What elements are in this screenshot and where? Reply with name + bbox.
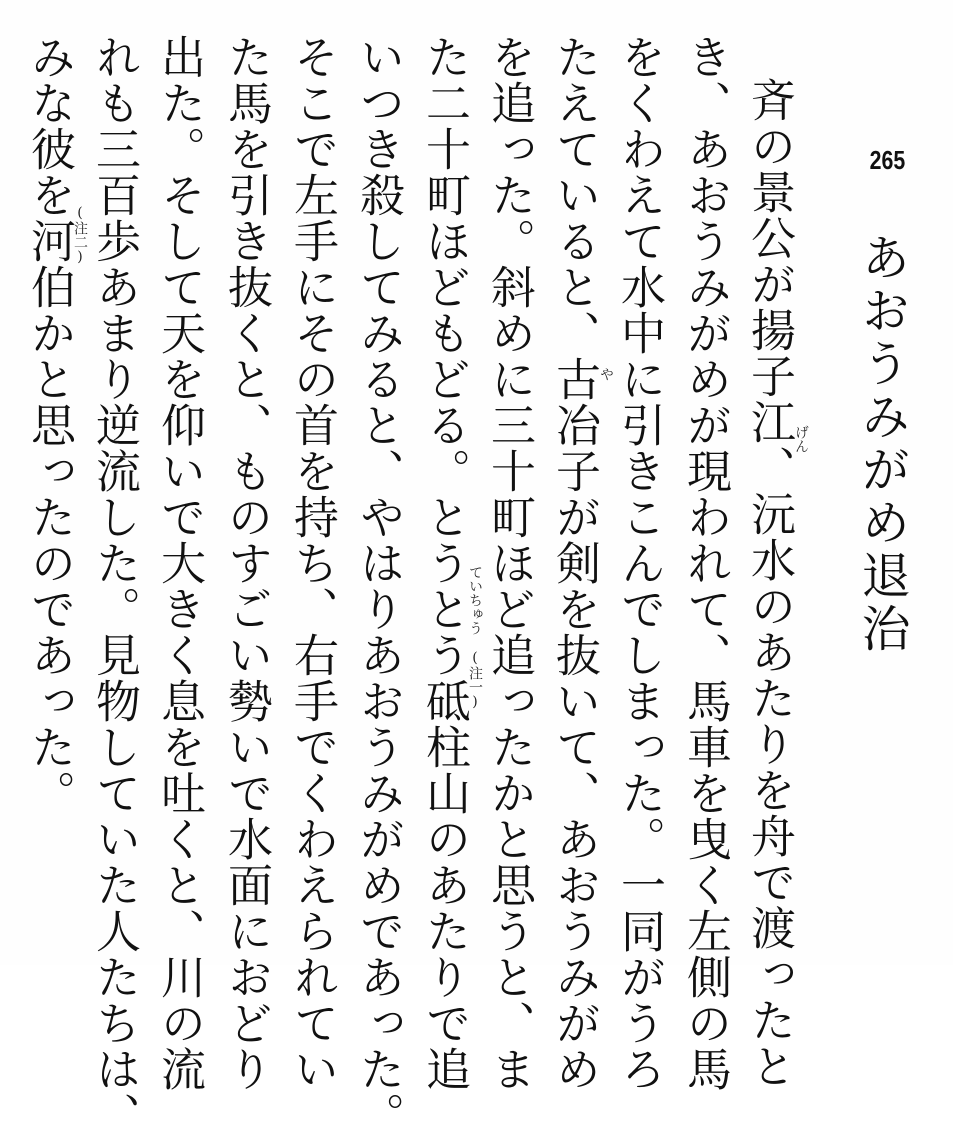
text-column-1: 斉の景公が揚子江、沅水のあたりを舟で渡ったと <box>743 77 796 1089</box>
text-column-11: れも三百歩あまり逆流した。見物していた人たちは、 <box>88 34 141 1138</box>
ruby-note-2: (注二) <box>72 205 88 265</box>
page-number: 265 <box>869 145 906 175</box>
ruby-ya: や <box>598 367 614 381</box>
text-column-9: た馬を引き抜くと、ものすごい勢いで水面におどり <box>220 34 273 1092</box>
ruby-gen: げん <box>793 425 809 453</box>
text-column-6: た二十町ほどもどる。とうとう砥柱山のあたりで追 <box>418 34 471 1092</box>
text-column-7: いつき殺してみると、やはりあおうみがめであった。 <box>352 34 405 1138</box>
text-column-3: をくわえて水中に引きこんでしまった。一同がうろ <box>613 34 666 1092</box>
text-column-2: き、あおうみがめが現われて、馬車を曳く左側の馬 <box>679 34 732 1092</box>
chapter-title: あおうみがめ退治 <box>854 232 911 656</box>
text-column-4: たえていると、古冶子が剣を抜いて、あおうみがめ <box>548 34 601 1092</box>
ruby-note-1: (注一) <box>467 650 483 710</box>
text-column-10: 出た。そして天を仰いで大きく息を吐くと、川の流 <box>153 34 206 1092</box>
ruby-teichuu: ていちゅう <box>467 565 483 635</box>
text-column-12: みな彼を河伯かと思ったのであった。 <box>23 34 76 816</box>
text-column-5: を追った。斜めに三十町ほど追ったかと思うと、ま <box>483 34 536 1092</box>
text-column-8: そこで左手にその首を持ち、右手でくわえられてい <box>286 34 339 1092</box>
